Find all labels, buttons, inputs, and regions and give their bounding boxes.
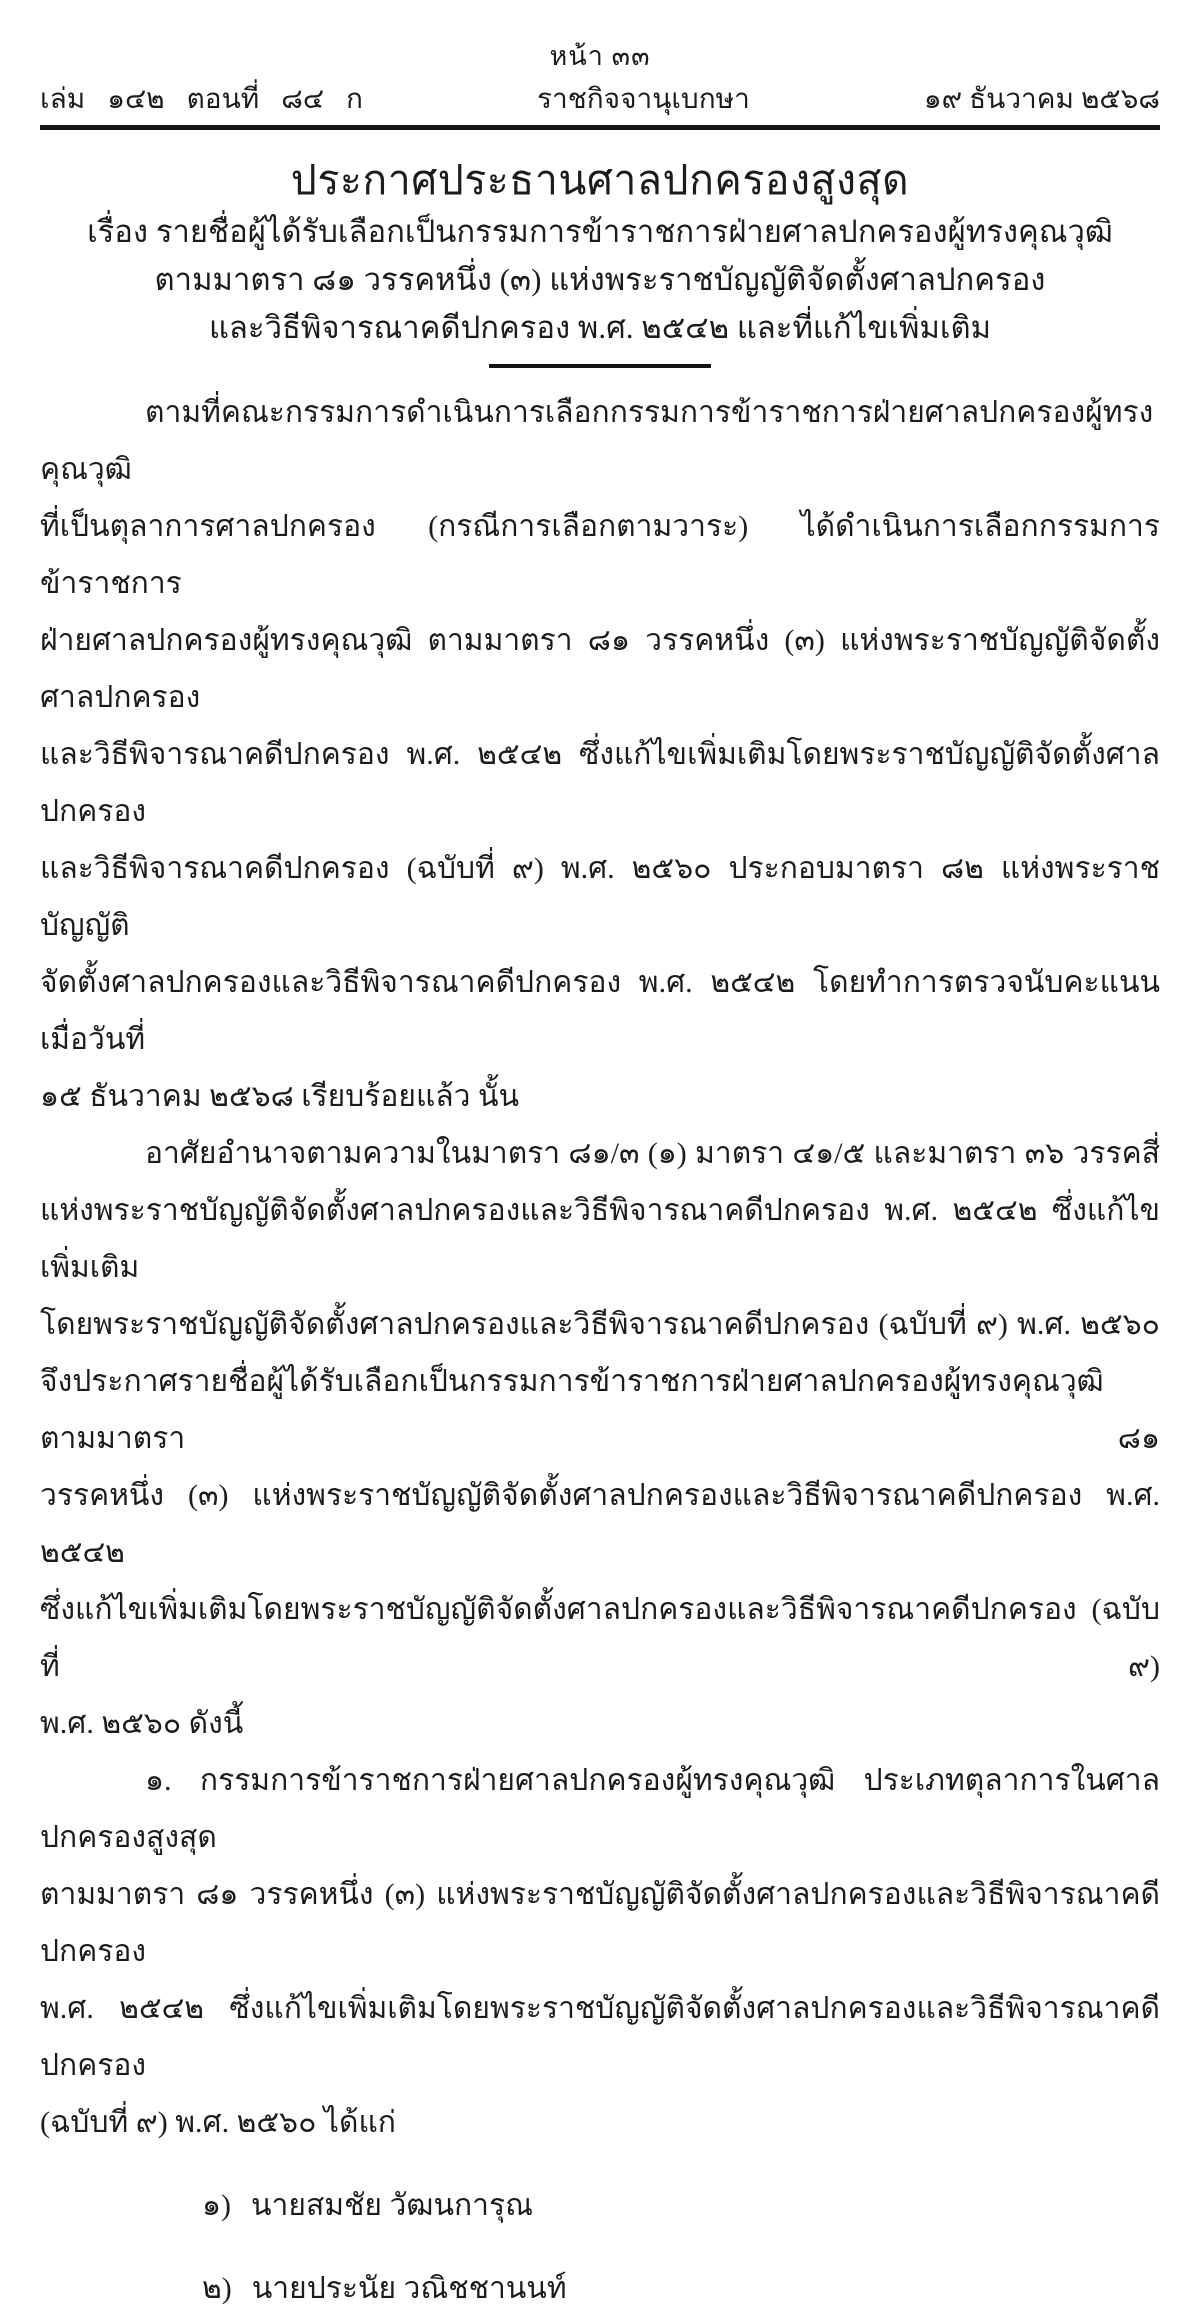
title-block	[40, 152, 1160, 368]
selected-members-list	[40, 2177, 1160, 2317]
list-item-name: นายสมชัย วัฒนการุณ	[251, 2189, 533, 2222]
paragraph-line: ตามมาตรา ๘๑ วรรคหนึ่ง (๓) แห่งพระราชบัญญัติจัดตั้งศาลปกครองและวิธีพิจารณาคดีปกครอง	[40, 1878, 1160, 1968]
paragraph-line: โดยพระราชบัญญัติจัดตั้งศาลปกครองและวิธีพิจารณาคดีปกครอง (ฉบับที่ ๙) พ.ศ. ๒๕๖๐	[40, 1308, 1160, 1341]
paragraph-line: วรรคหนึ่ง (๓) แห่งพระราชบัญญัติจัดตั้งศาลปกครองและวิธีพิจารณาคดีปกครอง พ.ศ. ๒๕๔๒	[40, 1479, 1160, 1569]
volume-number: ๑๔๒	[107, 84, 165, 115]
body-text	[40, 384, 1160, 2317]
paragraph-line: พ.ศ. ๒๕๔๒ ซึ่งแก้ไขเพิ่มเติมโดยพระราชบัญญัติจัดตั้งศาลปกครองและวิธีพิจารณาคดีปกครอง	[40, 1992, 1160, 2082]
paragraph-line: ซึ่งแก้ไขเพิ่มเติมโดยพระราชบัญญัติจัดตั้งศาลปกครองและวิธีพิจารณาคดีปกครอง (ฉบับที่ ๙)	[40, 1593, 1160, 1683]
volume-info	[40, 78, 363, 122]
section-letter: ก	[346, 84, 363, 115]
paragraph-line: ที่เป็นตุลาการศาลปกครอง (กรณีการเลือกตามวาระ) ได้ดำเนินการเลือกกรรมการข้าราชการ	[40, 510, 1160, 600]
announcement-title: ประกาศประธานศาลปกครองสูงสุด	[290, 157, 910, 203]
subject-line: เรื่อง รายชื่อผู้ได้รับเลือกเป็นกรรมการข้าราชการฝ่ายศาลปกครองผู้ทรงคุณวุฒิ	[87, 214, 1113, 249]
list-item-number: ๒)	[202, 2272, 232, 2305]
header-rule	[40, 125, 1160, 130]
gazette-header-row	[40, 78, 1160, 122]
part-number: ๘๔	[281, 84, 325, 115]
paragraph-line: อาศัยอำนาจตามความในมาตรา ๘๑/๓ (๑) มาตรา ๔๑/๕ และมาตรา ๓๖ วรรคสี่	[145, 1137, 1160, 1170]
list-item-number: ๑)	[202, 2189, 232, 2222]
paragraph-line: แห่งพระราชบัญญัติจัดตั้งศาลปกครองและวิธีพิจารณาคดีปกครอง พ.ศ. ๒๕๔๒ ซึ่งแก้ไขเพิ่มเติม	[40, 1194, 1160, 1284]
subject-line: ตามมาตรา ๘๑ วรรคหนึ่ง (๓) แห่งพระราชบัญญัติจัดตั้งศาลปกครอง	[154, 262, 1046, 297]
paragraph-line: ๑. กรรมการข้าราชการฝ่ายศาลปกครองผู้ทรงคุณวุฒิ ประเภทตุลาการในศาลปกครองสูงสุด	[40, 1764, 1160, 1854]
paragraph-line: พ.ศ. ๒๕๖๐ ดังนี้	[40, 1707, 244, 1740]
volume-label: เล่ม	[40, 84, 86, 115]
list-item-name: นายประนัย วณิชชานนท์	[251, 2272, 567, 2305]
paragraph-line: ๑๕ ธันวาคม ๒๕๖๘ เรียบร้อยแล้ว นั้น	[40, 1080, 520, 1113]
paragraph-line: และวิธีพิจารณาคดีปกครอง พ.ศ. ๒๕๔๒ ซึ่งแก้ไขเพิ่มเติมโดยพระราชบัญญัติจัดตั้งศาลปกครอง	[40, 738, 1160, 828]
subject-line: และวิธีพิจารณาคดีปกครอง พ.ศ. ๒๕๔๒ และที่แก้ไขเพิ่มเติม	[208, 310, 992, 345]
paragraph-line: ฝ่ายศาลปกครองผู้ทรงคุณวุฒิ ตามมาตรา ๘๑ วรรคหนึ่ง (๓) แห่งพระราชบัญญัติจัดตั้งศาลปกครอง	[40, 624, 1160, 714]
gazette-name: ราชกิจจานุเบกษา	[536, 84, 750, 115]
paragraph-line: (ฉบับที่ ๙) พ.ศ. ๒๕๖๐ ได้แก่	[40, 2106, 396, 2139]
list-item	[40, 2260, 1160, 2317]
divider-rule	[489, 364, 711, 368]
paragraph-line: จึงประกาศรายชื่อผู้ได้รับเลือกเป็นกรรมการข้าราชการฝ่ายศาลปกครองผู้ทรงคุณวุฒิ ตามมาตรา ๘๑	[40, 1365, 1160, 1455]
paragraph-line: และวิธีพิจารณาคดีปกครอง (ฉบับที่ ๙) พ.ศ. ๒๕๖๐ ประกอบมาตรา ๘๒ แห่งพระราชบัญญัติ	[40, 852, 1160, 942]
page-number-label: หน้า ๓๓	[549, 41, 651, 71]
part-label: ตอนที่	[186, 84, 260, 115]
list-item	[40, 2177, 1160, 2234]
paragraph-line: ตามที่คณะกรรมการดำเนินการเลือกกรรมการข้าราชการฝ่ายศาลปกครองผู้ทรงคุณวุฒิ	[40, 396, 1154, 486]
gazette-date: ๑๙ ธันวาคม ๒๕๖๘	[923, 84, 1160, 115]
paragraph-line: จัดตั้งศาลปกครองและวิธีพิจารณาคดีปกครอง พ.ศ. ๒๕๔๒ โดยทำการตรวจนับคะแนน เมื่อวันที่	[40, 966, 1160, 1056]
